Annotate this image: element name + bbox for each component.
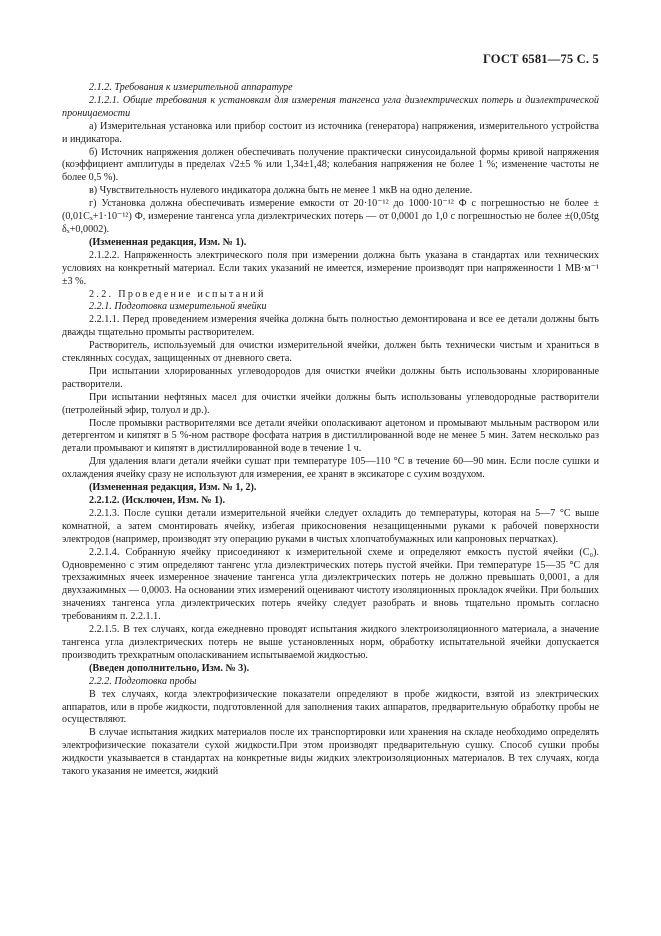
paragraph: 2.2.1.5. В тех случаях, когда ежедневно проводят испытания жидкого электроизоляционного материала, а значение тангенса угла диэлектрических потерь не выше установленных норм, обработку испытательной ячейки допускается производить трехкратным ополаскиванием испытываемой жидкостью. bbox=[62, 624, 599, 661]
paragraph: При испытании нефтяных масел для очистки ячейки должны быть использованы углеводородные растворители (петролейный эфир, толуол и др.). bbox=[62, 391, 599, 416]
paragraph: (Измененная редакция, Изм. № 1, 2). bbox=[89, 482, 257, 494]
paragraph: г) Установка должна обеспечивать измерение емкости от 20·10⁻¹² до 1000·10⁻¹² Ф с погрешностью не более ±(0,01Cₓ+1·10⁻¹²) Ф, измерение тангенса угла диэлектрических потерь — от 0,0001 до 1,0 с погрешностью не более ±(0,05tg δₓ+0,0002). bbox=[62, 198, 599, 235]
paragraph: а) Измерительная установка или прибор состоит из источника (генератора) напряжения, измерительного устройства и индикатора. bbox=[62, 120, 599, 145]
page-header: ГОСТ 6581—75 С. 5 bbox=[482, 52, 599, 66]
paragraph: В тех случаях, когда электрофизические показатели определяют в пробе жидкости, взятой из электрических аппаратов, или в пробе жидкости, подготовленной для заполнения таких аппаратов, предварительную обработку пробы не осуществляют. bbox=[62, 688, 599, 726]
paragraph: 2.2.1.4. Собранную ячейку присоединяют к измерительной схеме и определяют емкость пустой ячейки (C₀). Одновременно с этим определяют тангенс угла диэлектрических потерь пустой ячейки. При температуре 15—35 °С для трехзажимных ячеек измеренное значение тангенса угла диэлектрических потерь не должно превышать 0,0001, а для двухзажимных — 0,0003. На основании этих измерений оценивают чистоту изоляционных прокладок ячейки. При больших значениях тангенса угла диэлектрических потерь ячейку следует разобрать и вновь тщательно промыть согласно требованиям п. 2.2.1.1. bbox=[62, 546, 599, 623]
paragraph: В случае испытания жидких материалов после их транспортировки или хранения на складе необходимо определять электрофизические показатели сухой жидкости.При этом производят предварительную сушку. Способ сушки пробы жидкости указывается в стандартах на конкретные виды жидких электроизоляционных материалов. В тех случаях, когда такого указания не имеется, жидкий bbox=[62, 727, 599, 778]
paragraph: 2.2.2. Подготовка пробы bbox=[89, 675, 197, 687]
paragraph: (Введен дополнительно, Изм. № 3). bbox=[89, 662, 250, 674]
paragraph: 2.1.2.2. Напряженность электрического поля при измерении должна быть указана в стандартах или технических условиях на конкретный материал. Если таких указаний не имеется, измерение производят при напряженности 1 МВ·м⁻¹ ±3 %. bbox=[62, 249, 599, 287]
paragraph: 2.2. Проведение испытаний bbox=[89, 288, 266, 300]
paragraph: 2.2.1. Подготовка измерительной ячейки bbox=[89, 301, 267, 313]
paragraph: 2.2.1.3. После сушки детали измерительной ячейки следует охладить до температуры, которая на 5—7 °С выше комнатной, а затем смонтировать ячейку, избегая прикосновения незащищенными руками к рабочей поверхности электродов (например, производят эту операцию руками в чистых хлопчатобумажных или капроновых перчатках). bbox=[62, 507, 599, 545]
document-body bbox=[62, 82, 599, 779]
paragraph: При испытании хлорированных углеводородов для очистки ячейки должны быть использованы хлорированные растворители. bbox=[62, 365, 599, 390]
paragraph: (Измененная редакция, Изм. № 1). bbox=[89, 236, 247, 248]
paragraph: После промывки растворителями все детали ячейки ополаскивают ацетоном и промывают мыльным раствором или детергентом и кипятят в 5 %-ном растворе фосфата натрия в дистиллированной воде не менее 5 мин. Затем несколько раз детали промывают и кипятят в дистиллированной воде в течение 1 ч. bbox=[62, 417, 599, 455]
paragraph: Для удаления влаги детали ячейки сушат при температуре 105—110 °С в течение 60—90 мин. Если после сушки и охлаждения ячейку сразу не используют для измерения, ее хранят в эксикаторе с сухим воздухом. bbox=[62, 456, 599, 481]
paragraph: в) Чувствительность нулевого индикатора должна быть не менее 1 мкВ на одно деление. bbox=[89, 185, 473, 197]
paragraph: 2.2.1.1. Перед проведением измерения ячейка должна быть полностью демонтирована и все ее детали должны быть дважды тщательно промыты растворителем. bbox=[62, 314, 599, 339]
paragraph: Растворитель, используемый для очистки измерительной ячейки, должен быть технически чистым и храниться в стеклянных сосудах, защищенных от дневного света. bbox=[62, 340, 599, 365]
paragraph: б) Источник напряжения должен обеспечивать получение практически синусоидальной формы кривой напряжения (коэффициент амплитуды в пределах √2±5 % или 1,34±1,48; колебания напряжения не более 1 %; изменение частоты не более 0,5 %). bbox=[62, 146, 599, 184]
paragraph: 2.1.2. Требования к измерительной аппаратуре bbox=[89, 82, 293, 93]
paragraph: 2.2.1.2. (Исключен, Изм. № 1). bbox=[89, 495, 226, 506]
paragraph: 2.1.2.1. Общие требования к установкам для измерения тангенса угла диэлектрических потерь и диэлектрической проницаемости bbox=[62, 94, 599, 119]
